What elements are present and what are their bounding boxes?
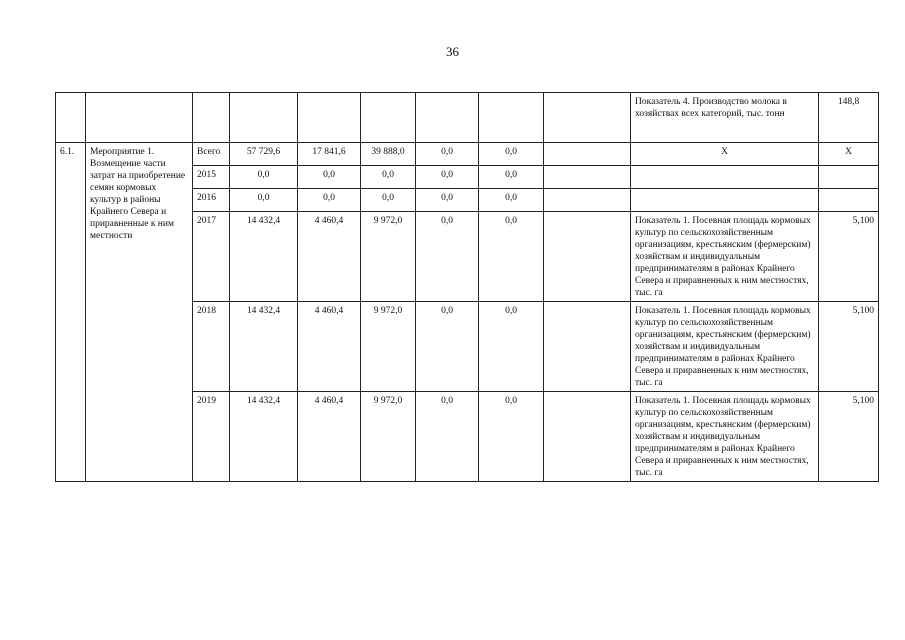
other-cell: 0,0: [479, 166, 544, 189]
other-cell: 0,0: [479, 143, 544, 166]
regional-cell: 39 888,0: [361, 143, 416, 166]
program-table: [55, 92, 879, 482]
indicator-cell: [631, 166, 819, 189]
indicator-cell: Показатель 4. Производство молока в хозяйствах всех категорий, тыс. тонн: [631, 93, 819, 143]
municipal-cell: 0,0: [416, 392, 479, 482]
municipal-cell: 0,0: [416, 212, 479, 302]
measure-number-cell: 6.1.: [56, 143, 86, 482]
indicator-value-cell: 148,8: [819, 93, 879, 143]
year-cell: Всего: [193, 143, 230, 166]
regional-cell: 0,0: [361, 189, 416, 212]
indicator-cell: [631, 189, 819, 212]
indicator-cell: Показатель 1. Посевная площадь кормовых культур по сельскохозяйственным организациям, крестьянским (фермерским) хозяйствам и индивидуальным предпринимателям в районах Крайнего Севера и приравненных к ним местностях, тыс. га: [631, 212, 819, 302]
total-cell: 14 432,4: [230, 212, 298, 302]
table-row: [56, 93, 879, 143]
indicator-value-cell: [819, 189, 879, 212]
federal-cell: 17 841,6: [298, 143, 361, 166]
indicator-value-cell: [819, 166, 879, 189]
total-cell: 14 432,4: [230, 302, 298, 392]
municipal-cell: 0,0: [416, 302, 479, 392]
year-cell: 2018: [193, 302, 230, 392]
municipal-cell: 0,0: [416, 166, 479, 189]
year-cell: 2015: [193, 166, 230, 189]
indicator-cell: Показатель 1. Посевная площадь кормовых культур по сельскохозяйственным организациям, крестьянским (фермерским) хозяйствам и индивидуальным предпринимателям в районах Крайнего Севера и приравненных к ним местностях, тыс. га: [631, 392, 819, 482]
total-cell: 14 432,4: [230, 392, 298, 482]
indicator-value-cell: 5,100: [819, 392, 879, 482]
other-cell: 0,0: [479, 392, 544, 482]
federal-cell: 4 460,4: [298, 302, 361, 392]
regional-cell: 9 972,0: [361, 212, 416, 302]
page-number: 36: [446, 44, 459, 59]
other-cell: 0,0: [479, 212, 544, 302]
indicator-cell: Показатель 1. Посевная площадь кормовых культур по сельскохозяйственным организациям, крестьянским (фермерским) хозяйствам и индивидуальным предпринимателям в районах Крайнего Севера и приравненных к ним местностях, тыс. га: [631, 302, 819, 392]
year-cell: 2017: [193, 212, 230, 302]
year-cell: 2016: [193, 189, 230, 212]
regional-cell: 9 972,0: [361, 392, 416, 482]
measure-name-cell: Мероприятие 1. Возмещение части затрат на приобретение семян кормовых культур в районы Крайнего Севера и приравненные к ним местности: [86, 143, 193, 482]
total-cell: 0,0: [230, 166, 298, 189]
federal-cell: 0,0: [298, 189, 361, 212]
federal-cell: 4 460,4: [298, 392, 361, 482]
regional-cell: 0,0: [361, 166, 416, 189]
indicator-value-cell: Х: [819, 143, 879, 166]
total-cell: 57 729,6: [230, 143, 298, 166]
table-row: [56, 143, 879, 166]
indicator-cell: Х: [631, 143, 819, 166]
indicator-value-cell: 5,100: [819, 212, 879, 302]
federal-cell: 4 460,4: [298, 212, 361, 302]
total-cell: 0,0: [230, 189, 298, 212]
other-cell: 0,0: [479, 189, 544, 212]
other-cell: 0,0: [479, 302, 544, 392]
municipal-cell: 0,0: [416, 143, 479, 166]
year-cell: 2019: [193, 392, 230, 482]
municipal-cell: 0,0: [416, 189, 479, 212]
indicator-value-cell: 5,100: [819, 302, 879, 392]
federal-cell: 0,0: [298, 166, 361, 189]
regional-cell: 9 972,0: [361, 302, 416, 392]
